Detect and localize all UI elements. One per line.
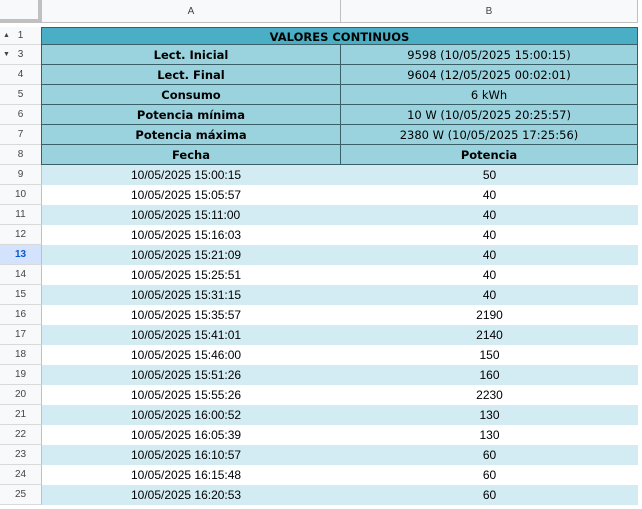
summary-label-cell[interactable]: Potencia máxima <box>41 124 341 145</box>
potencia-cell[interactable]: 2140 <box>341 325 638 345</box>
row-number: 12 <box>14 229 27 240</box>
potencia-cell[interactable]: 60 <box>341 445 638 465</box>
row-number: 13 <box>14 249 27 260</box>
row-header[interactable] <box>0 45 42 65</box>
potencia-cell[interactable]: 130 <box>341 425 638 445</box>
merged-title-cell[interactable]: VALORES CONTINUOS <box>41 27 638 46</box>
row-number: 8 <box>17 149 24 160</box>
fecha-cell[interactable]: 10/05/2025 15:25:51 <box>42 265 341 285</box>
potencia-cell[interactable]: 130 <box>341 405 638 425</box>
row-header[interactable] <box>0 245 42 265</box>
fecha-cell[interactable]: 10/05/2025 15:41:01 <box>42 325 341 345</box>
fecha-cell[interactable]: 10/05/2025 16:00:52 <box>42 405 341 425</box>
row-number: 1 <box>17 30 24 41</box>
summary-label-cell[interactable]: Consumo <box>41 84 341 105</box>
collapse-rows-icon[interactable]: ▲ <box>3 32 10 39</box>
row-header[interactable] <box>0 345 42 365</box>
fecha-cell[interactable]: 10/05/2025 16:05:39 <box>42 425 341 445</box>
fecha-cell[interactable]: 10/05/2025 15:00:15 <box>42 165 341 185</box>
row-header[interactable] <box>0 405 42 425</box>
potencia-cell[interactable]: 40 <box>341 205 638 225</box>
potencia-cell[interactable]: 2190 <box>341 305 638 325</box>
row-number: 5 <box>17 89 24 100</box>
row-header[interactable] <box>0 65 42 85</box>
row-header[interactable] <box>0 105 42 125</box>
row-number: 14 <box>14 269 27 280</box>
fecha-cell[interactable]: 10/05/2025 15:16:03 <box>42 225 341 245</box>
fecha-cell[interactable]: 10/05/2025 16:10:57 <box>42 445 341 465</box>
row-number: 15 <box>14 289 27 300</box>
potencia-cell[interactable]: 2230 <box>341 385 638 405</box>
summary-value-cell[interactable]: 10 W (10/05/2025 20:25:57) <box>340 104 638 125</box>
row-header[interactable] <box>0 365 42 385</box>
row-header[interactable] <box>0 85 42 105</box>
summary-label-cell[interactable]: Lect. Inicial <box>41 44 341 65</box>
row-number: 16 <box>14 309 27 320</box>
row-number: 4 <box>17 69 24 80</box>
row-number: 24 <box>14 469 27 480</box>
summary-label-cell[interactable]: Potencia mínima <box>41 104 341 125</box>
fecha-cell[interactable]: 10/05/2025 15:21:09 <box>42 245 341 265</box>
potencia-cell[interactable]: 60 <box>341 465 638 485</box>
fecha-cell[interactable]: 10/05/2025 16:20:53 <box>42 485 341 505</box>
column-header-b[interactable]: B <box>341 0 638 23</box>
grid-edge <box>638 0 642 509</box>
row-header[interactable] <box>0 205 42 225</box>
row-header[interactable] <box>0 225 42 245</box>
row-header[interactable] <box>0 485 42 505</box>
row-number: 10 <box>14 189 27 200</box>
summary-label-cell[interactable]: Lect. Final <box>41 64 341 85</box>
potencia-cell[interactable]: 40 <box>341 185 638 205</box>
row-number: 22 <box>14 429 27 440</box>
fecha-cell[interactable]: 10/05/2025 15:05:57 <box>42 185 341 205</box>
potencia-cell[interactable]: 40 <box>341 285 638 305</box>
column-title-potencia[interactable]: Potencia <box>340 144 638 165</box>
row-header[interactable] <box>0 125 42 145</box>
potencia-cell[interactable]: 40 <box>341 245 638 265</box>
select-all-corner[interactable] <box>0 0 42 23</box>
fecha-cell[interactable]: 10/05/2025 15:35:57 <box>42 305 341 325</box>
row-number: 11 <box>15 209 26 220</box>
row-header[interactable] <box>0 425 42 445</box>
row-number: 7 <box>17 129 24 140</box>
fecha-cell[interactable]: 10/05/2025 15:11:00 <box>42 205 341 225</box>
row-header[interactable] <box>0 445 42 465</box>
row-number: 3 <box>17 49 24 60</box>
row-header[interactable] <box>0 145 42 165</box>
column-header-a[interactable]: A <box>42 0 341 23</box>
row-header[interactable] <box>0 285 42 305</box>
summary-value-cell[interactable]: 2380 W (10/05/2025 17:25:56) <box>340 124 638 145</box>
row-number: 6 <box>17 109 24 120</box>
row-number: 18 <box>14 349 27 360</box>
fecha-cell[interactable]: 10/05/2025 15:31:15 <box>42 285 341 305</box>
fecha-cell[interactable]: 10/05/2025 15:55:26 <box>42 385 341 405</box>
fecha-cell[interactable]: 10/05/2025 16:15:48 <box>42 465 341 485</box>
row-number: 19 <box>14 369 27 380</box>
summary-value-cell[interactable]: 9604 (12/05/2025 00:02:01) <box>340 64 638 85</box>
row-header[interactable] <box>0 165 42 185</box>
potencia-cell[interactable]: 160 <box>341 365 638 385</box>
row-number: 25 <box>14 489 27 500</box>
row-number: 20 <box>14 389 27 400</box>
row-header[interactable] <box>0 465 42 485</box>
row-number: 9 <box>17 169 24 180</box>
row-header[interactable] <box>0 385 42 405</box>
column-title-fecha[interactable]: Fecha <box>41 144 341 165</box>
row-header[interactable] <box>0 305 42 325</box>
row-header[interactable] <box>0 185 42 205</box>
row-number: 23 <box>14 449 27 460</box>
potencia-cell[interactable]: 40 <box>341 225 638 245</box>
potencia-cell[interactable]: 50 <box>341 165 638 185</box>
expand-rows-icon[interactable]: ▼ <box>3 51 10 58</box>
summary-value-cell[interactable]: 6 kWh <box>340 84 638 105</box>
row-header[interactable] <box>0 325 42 345</box>
row-number: 17 <box>14 329 27 340</box>
row-header[interactable] <box>0 27 42 45</box>
row-header[interactable] <box>0 265 42 285</box>
potencia-cell[interactable]: 40 <box>341 265 638 285</box>
fecha-cell[interactable]: 10/05/2025 15:46:00 <box>42 345 341 365</box>
summary-value-cell[interactable]: 9598 (10/05/2025 15:00:15) <box>340 44 638 65</box>
row-number: 21 <box>14 409 27 420</box>
fecha-cell[interactable]: 10/05/2025 15:51:26 <box>42 365 341 385</box>
potencia-cell[interactable]: 150 <box>341 345 638 365</box>
potencia-cell[interactable]: 60 <box>341 485 638 505</box>
